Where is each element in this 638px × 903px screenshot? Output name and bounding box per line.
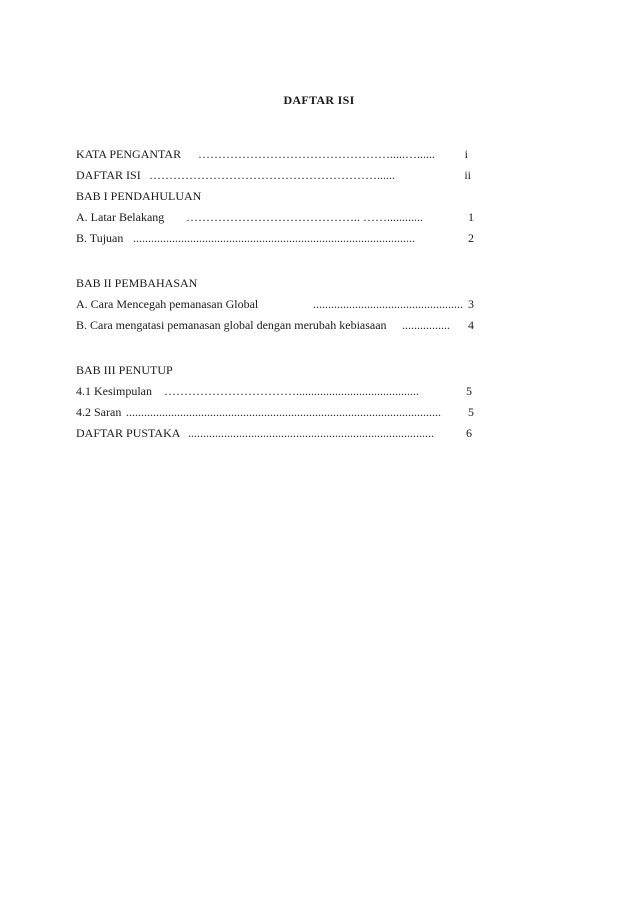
toc-leader-dots: …………………………………………………......: [149, 168, 395, 182]
toc-page-number: 3: [468, 297, 474, 311]
toc-entry-label: KATA PENGANTAR: [76, 147, 182, 161]
toc-entry-label: 4.2 Saran: [76, 405, 122, 419]
toc-entry: [76, 146, 474, 162]
toc-heading: [76, 275, 474, 291]
toc-entry-label: 4.1 Kesimpulan: [76, 384, 152, 398]
toc-entry-label: DAFTAR PUSTAKA: [76, 426, 181, 440]
toc-entry: [76, 383, 474, 399]
toc-entry: [76, 317, 474, 333]
toc-entry-label: B. Tujuan: [76, 231, 124, 245]
toc-entry: [76, 404, 474, 420]
toc-heading: [76, 188, 474, 204]
toc-heading-label: BAB I PENDAHULUAN: [76, 189, 202, 203]
toc-page-number: 5: [468, 405, 474, 419]
toc-entry: [76, 209, 474, 225]
toc-page-number: 1: [468, 210, 474, 224]
toc-leader-dots: …………………………………….. ……............: [186, 210, 423, 224]
toc-heading: [76, 362, 474, 378]
toc-entry: [76, 230, 474, 246]
toc-page-number: 4: [468, 318, 474, 332]
page-title: DAFTAR ISI: [283, 93, 355, 107]
toc-heading-label: BAB II PEMBAHASAN: [76, 276, 198, 290]
toc-page-number: ii: [464, 168, 471, 182]
toc-entry-label: DAFTAR ISI: [76, 168, 141, 182]
toc-leader-dots: …………………………….........................................: [164, 384, 419, 398]
toc-page-number: 2: [468, 231, 474, 245]
toc-leader-dots: ..................................................................................: [188, 426, 434, 440]
toc-page-number: i: [464, 147, 468, 161]
toc-leader-dots: ..............................................................................................: [133, 231, 415, 245]
toc-heading-label: BAB III PENUTUP: [76, 363, 173, 377]
toc-leader-dots: ................: [402, 318, 450, 332]
toc-entry-label: A. Latar Belakang: [76, 210, 165, 224]
toc-entry: [76, 167, 474, 183]
toc-leader-dots: ………………………………………….....…......: [198, 147, 435, 161]
toc-page-number: 6: [466, 426, 472, 440]
toc-leader-dots: ..................................................: [313, 297, 463, 311]
toc-entry-label: B. Cara mengatasi pemanasan global dengan merubah kebiasaan: [76, 318, 387, 332]
toc-leader-dots: .........................................................................................................: [126, 405, 441, 419]
toc-page-number: 5: [466, 384, 472, 398]
toc-entry: [76, 296, 474, 312]
toc-entry-label: A. Cara Mencegah pemanasan Global: [76, 297, 259, 311]
toc-entry: [76, 425, 474, 441]
